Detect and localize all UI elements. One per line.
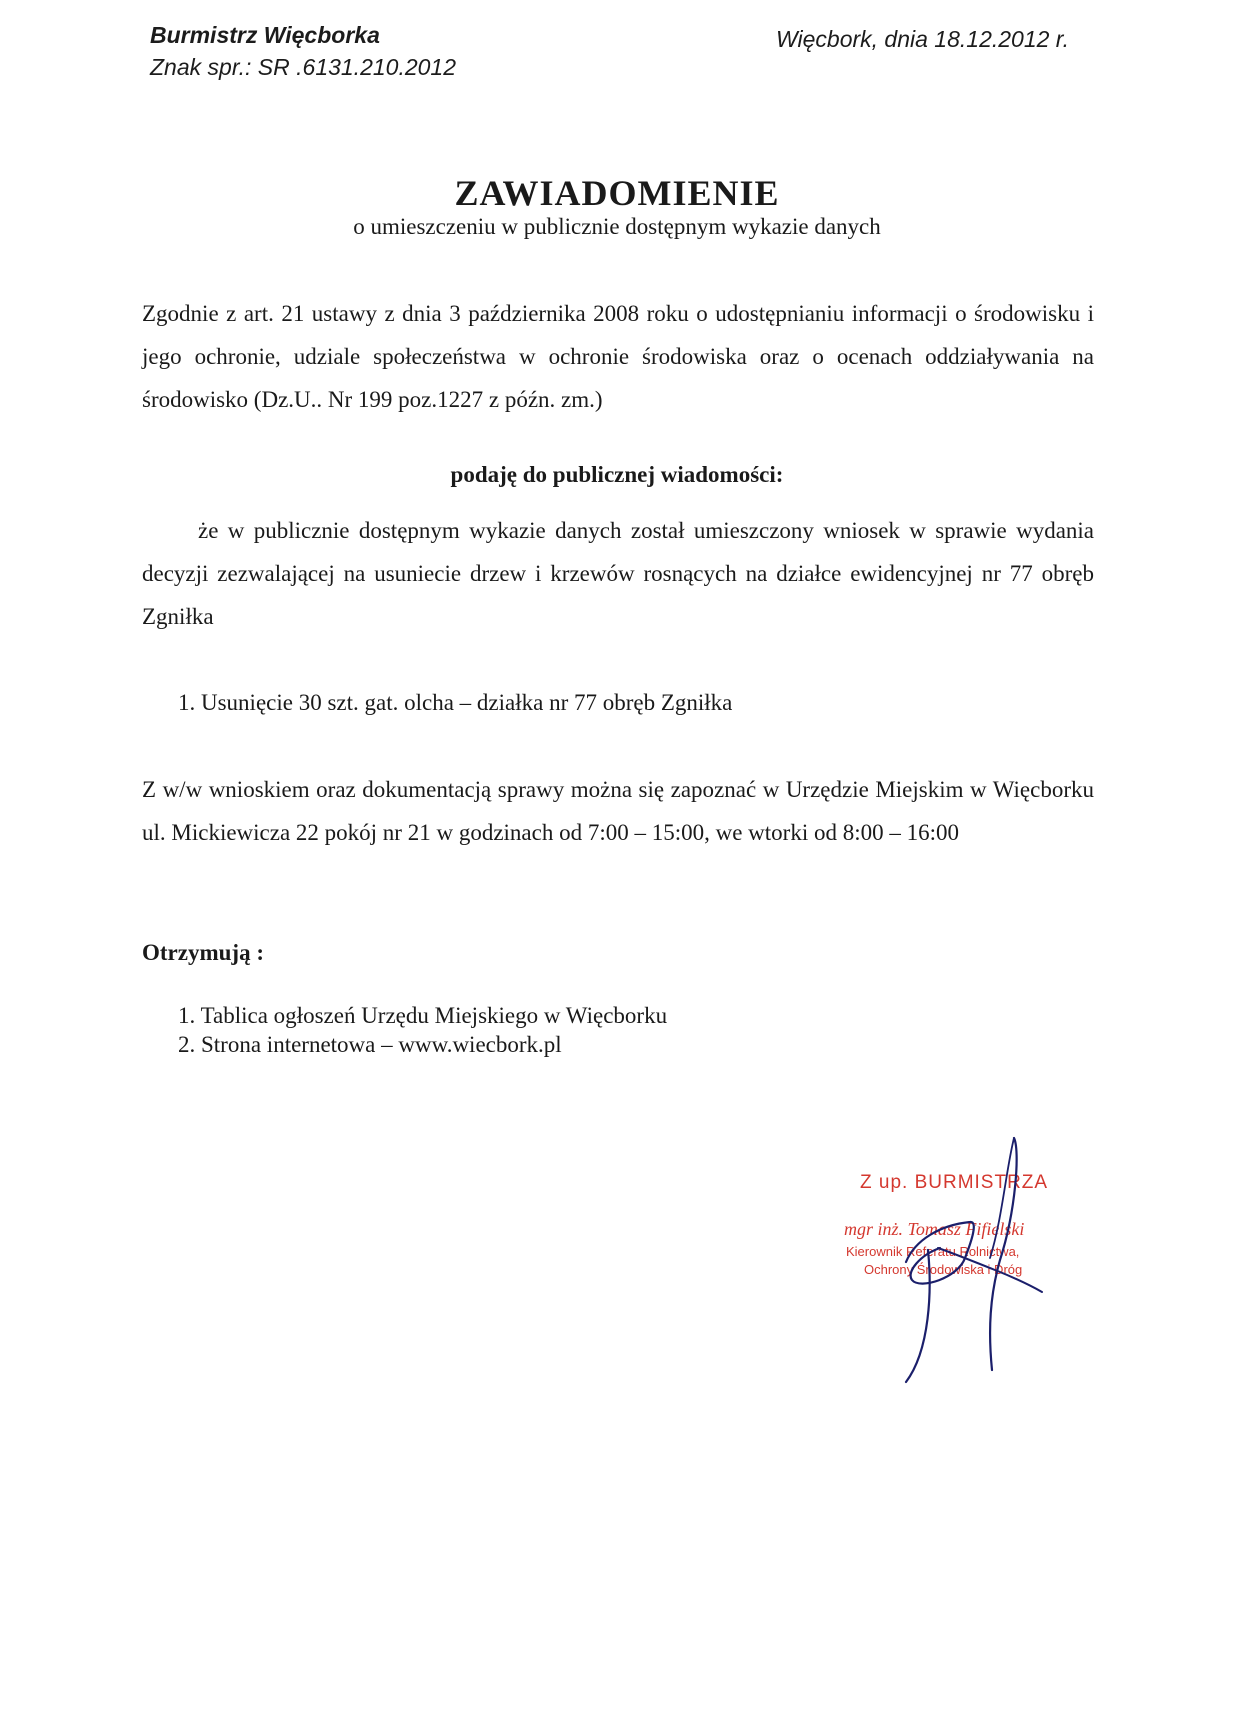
document-title: ZAWIADOMIENIE bbox=[454, 173, 780, 213]
recipients-heading: Otrzymują : bbox=[142, 940, 264, 965]
recipient-item: 1. Tablica ogłoszeń Urzędu Miejskiego w Więcborku bbox=[178, 1003, 668, 1028]
list-item: 1. Usunięcie 30 szt. gat. olcha – działka nr 77 obręb Zgniłka bbox=[178, 690, 733, 715]
stamp-line-4: Ochrony Środowiska i Dróg bbox=[864, 1262, 1023, 1277]
legal-basis-paragraph: Zgodnie z art. 21 ustawy z dnia 3 października 2008 roku o udostępnianiu informacji o środowisku i jego ochronie, udziale społeczeństwa w ochronie środowiska oraz o ocenach oddziaływania na środowisko (Dz.U.. Nr 199 poz.1227 z późn. zm.) bbox=[142, 301, 1094, 412]
reference-number: Znak spr.: SR .6131.210.2012 bbox=[150, 54, 457, 80]
issuer-name: Burmistrz Więcborka bbox=[150, 22, 380, 48]
document-subtitle: o umieszczeniu w publicznie dostępnym wykazie danych bbox=[353, 214, 881, 239]
stamp-line-2: mgr inż. Tomasz Fifielski bbox=[844, 1219, 1025, 1239]
handwritten-signature bbox=[820, 1130, 1120, 1390]
stamp-line-3: Kierownik Referatu Rolnictwa, bbox=[846, 1244, 1020, 1259]
announcement-paragraph: że w publicznie dostępnym wykazie danych został umieszczony wniosek w sprawie wydania decyzji zezwalającej na usuniecie drzew i krzewów rosnących na działce ewidencyjnej nr 77 obręb Zgniłka bbox=[142, 518, 1094, 629]
stamp-line-1: Z up. BURMISTRZA bbox=[860, 1172, 1049, 1193]
recipient-item: 2. Strona internetowa – www.wiecbork.pl bbox=[178, 1032, 562, 1057]
access-info-paragraph: Z w/w wnioskiem oraz dokumentacją sprawy można się zapoznać w Urzędzie Miejskim w Więcborku ul. Mickiewicza 22 pokój nr 21 w godzinach od 7:00 – 15:00, we wtorki od 8:00 – 16:00 bbox=[142, 777, 1094, 845]
announcement-heading: podaję do publicznej wiadomości: bbox=[450, 462, 784, 487]
place-and-date: Więcbork, dnia 18.12.2012 r. bbox=[776, 26, 1070, 52]
